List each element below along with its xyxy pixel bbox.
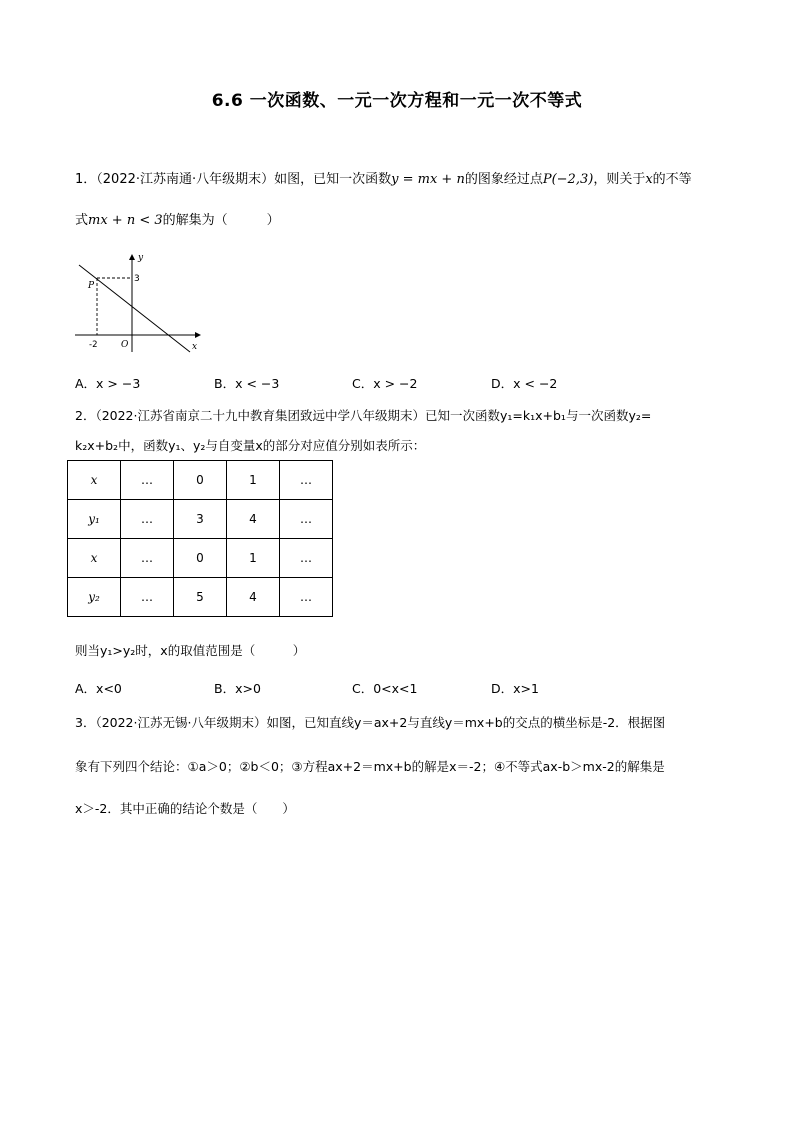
table-cell: 4 xyxy=(227,500,280,539)
q1-line2 xyxy=(75,211,280,231)
y-label: y xyxy=(138,253,144,263)
q1-line1 xyxy=(75,170,692,190)
q1-text-end: 的不等 xyxy=(652,172,692,187)
table-cell: 1 xyxy=(227,539,280,578)
table-cell: x xyxy=(68,461,121,500)
q1-point: P(−2,3) xyxy=(542,172,594,187)
table-cell: 0 xyxy=(174,461,227,500)
q1-text-suffix: ，则关于 xyxy=(593,172,646,187)
table-cell: … xyxy=(121,500,174,539)
table-cell: … xyxy=(121,461,174,500)
q2-option-c[interactable]: C．0<x<1 xyxy=(352,681,418,696)
table-cell: 0 xyxy=(174,539,227,578)
q3-line2: 象有下列四个结论：①a＞0；②b＜0；③方程ax+2＝mx+b的解是x＝-2；④不等式ax-b＞mx-2的解集是 xyxy=(75,759,665,774)
table-row xyxy=(68,539,333,578)
q2-value-table xyxy=(67,460,333,617)
table-cell: … xyxy=(121,539,174,578)
table-cell: 1 xyxy=(227,461,280,500)
q1-option-c[interactable]: C．x > −2 xyxy=(352,376,418,391)
table-cell: x xyxy=(68,539,121,578)
q1-line2-prefix: 式 xyxy=(75,213,89,228)
q2-option-d[interactable]: D．x>1 xyxy=(491,681,539,696)
q1-text-mid: 的图象经过点 xyxy=(464,172,543,187)
table-cell: 4 xyxy=(227,578,280,617)
q1-equation: y = mx + n xyxy=(391,172,465,187)
q1-line2-suffix: 的解集为（ ） xyxy=(162,213,280,228)
q1-option-b[interactable]: B．x < −3 xyxy=(214,376,280,391)
table-cell: … xyxy=(280,500,333,539)
q1-text-prefix: 1．（2022·江苏南通·八年级期末）如图，已知一次函数 xyxy=(75,172,392,187)
table-cell: 3 xyxy=(174,500,227,539)
page-title: 6.6 一次函数、一元一次方程和一元一次不等式 xyxy=(211,91,583,111)
table-cell: y₂ xyxy=(68,578,121,617)
q1-var: x xyxy=(645,172,653,187)
table-cell: … xyxy=(280,461,333,500)
table-row xyxy=(68,461,333,500)
table-cell: … xyxy=(280,578,333,617)
q1-graph xyxy=(70,250,210,355)
table-row xyxy=(68,578,333,617)
origin-label: O xyxy=(121,340,129,350)
table-row xyxy=(68,500,333,539)
table-cell: 5 xyxy=(174,578,227,617)
q2-line2: k₂x+b₂中，函数y₁、y₂与自变量x的部分对应值分别如表所示： xyxy=(75,438,426,453)
point-p-label: P xyxy=(88,281,95,291)
q2-option-b[interactable]: B．x>0 xyxy=(214,681,261,696)
table-cell: … xyxy=(280,539,333,578)
q1-inequality: mx + n < 3 xyxy=(88,213,163,228)
q3-line1: 3．（2022·江苏无锡·八年级期末）如图，已知直线y＝ax+2与直线y＝mx+b的交点的横坐标是-2．根据图 xyxy=(75,715,666,730)
x-tick-neg2: -2 xyxy=(89,340,98,350)
q2-option-a[interactable]: A．x<0 xyxy=(75,681,122,696)
table-cell: … xyxy=(121,578,174,617)
table-cell: y₁ xyxy=(68,500,121,539)
x-label: x xyxy=(192,342,198,352)
y-tick-3: 3 xyxy=(134,274,140,284)
q1-option-d[interactable]: D．x < −2 xyxy=(491,376,558,391)
q3-line3: x＞-2．其中正确的结论个数是（ ） xyxy=(75,801,295,816)
q2-after-text: 则当y₁>y₂时，x的取值范围是（ ） xyxy=(75,643,306,658)
q2-line1: 2．（2022·江苏省南京二十九中教育集团致远中学八年级期末）已知一次函数y₁=k₁x+b₁与一次函数y₂= xyxy=(75,408,652,423)
q1-option-a[interactable]: A．x > −3 xyxy=(75,376,141,391)
